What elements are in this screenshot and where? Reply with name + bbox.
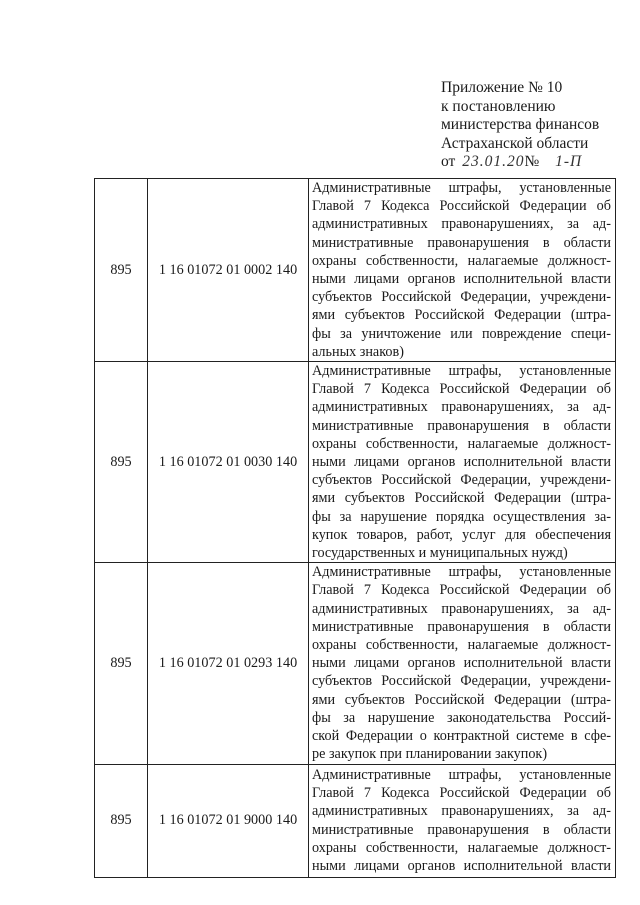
- appendix-date-line: [441, 153, 599, 172]
- kbk-code-cell: 1 16 01072 01 0002 140: [148, 179, 309, 362]
- table-row: [95, 362, 616, 563]
- description-line: министративные правонарушения в области: [312, 417, 611, 434]
- description-line: Административные штрафы, установленные: [312, 766, 611, 783]
- number-sign: №: [524, 153, 540, 170]
- kbk-code-cell: 1 16 01072 01 0293 140: [148, 563, 309, 764]
- description-cell: [309, 179, 616, 362]
- description-line: Административные штрафы, установленные: [312, 363, 611, 380]
- kbk-code-cell: 1 16 01072 01 9000 140: [148, 764, 309, 877]
- description-line: ями субъектов Российской Федерации (штра-: [312, 691, 611, 708]
- date-prefix: от: [441, 153, 456, 170]
- description-line: Главой 7 Кодекса Российской Федерации об: [312, 785, 611, 802]
- admin-code-cell: 895: [95, 179, 148, 362]
- description-line: министративные правонарушения в области: [312, 821, 611, 838]
- admin-code-cell: 895: [95, 362, 148, 563]
- description-line: ями субъектов Российской Федерации (штра-: [312, 490, 611, 507]
- description-line: охраны собственности, налагаемые должност-: [312, 839, 611, 856]
- description-line: административных правонарушениях, за ад-: [312, 600, 611, 617]
- description-line: альных знаков): [312, 343, 404, 360]
- description-line: фы за нарушение порядка осуществления за-: [312, 508, 611, 525]
- table-row: [95, 179, 616, 362]
- admin-code-cell: 895: [95, 563, 148, 764]
- description-line: ными лицами органов исполнительной власти: [312, 857, 611, 874]
- handwritten-number: 1-П: [555, 153, 583, 170]
- description-line: ными лицами органов исполнительной власти: [312, 454, 611, 471]
- description-line: ской Федерации о контрактной системе в сфе-: [312, 728, 611, 745]
- description-line: ями субъектов Российской Федерации (штра-: [312, 307, 611, 324]
- description-line: государственных и муниципальных нужд): [312, 545, 568, 562]
- description-cell: [309, 764, 616, 877]
- description-line: субъектов Российской Федерации, учреждени-: [312, 673, 611, 690]
- description-line: административных правонарушениях, за ад-: [312, 399, 611, 416]
- description-line: административных правонарушениях, за ад-: [312, 216, 611, 233]
- description-line: охраны собственности, налагаемые должност-: [312, 252, 611, 269]
- description-line: купок товаров, работ, услуг для обеспечения: [312, 526, 611, 543]
- description-line: ными лицами органов исполнительной власти: [312, 655, 611, 672]
- description-line: ре закупок при планировании закупок): [312, 746, 548, 763]
- table-body: [95, 179, 616, 878]
- description-line: Главой 7 Кодекса Российской Федерации об: [312, 582, 611, 599]
- appendix-title: Приложение № 10: [441, 79, 563, 96]
- description-line: Главой 7 Кодекса Российской Федерации об: [312, 198, 611, 215]
- description-line: Административные штрафы, установленные: [312, 180, 611, 196]
- appendix-subtitle-1: к постановлению: [441, 97, 556, 115]
- revenue-codes-table: [94, 178, 616, 878]
- description-cell: [309, 563, 616, 764]
- appendix-header: [441, 79, 599, 172]
- description-line: ными лицами органов исполнительной власти: [312, 271, 611, 288]
- kbk-code-cell: 1 16 01072 01 0030 140: [148, 362, 309, 563]
- description-line: охраны собственности, налагаемые должност-: [312, 637, 611, 654]
- description-cell: [309, 362, 616, 563]
- handwritten-date: 23.01.20: [462, 153, 525, 170]
- description-line: фы за нарушение законодательства Россий-: [312, 709, 611, 726]
- description-line: министративные правонарушения в области: [312, 618, 611, 635]
- description-line: субъектов Российской Федерации, учреждени-: [312, 289, 611, 306]
- description-line: субъектов Российской Федерации, учреждени-: [312, 472, 611, 489]
- admin-code-cell: 895: [95, 764, 148, 877]
- description-line: административных правонарушениях, за ад-: [312, 803, 611, 820]
- description-line: Административные штрафы, установленные: [312, 564, 611, 581]
- description-line: охраны собственности, налагаемые должност-: [312, 435, 611, 452]
- description-line: министративные правонарушения в области: [312, 234, 611, 251]
- table-row: [95, 764, 616, 877]
- table-row: [95, 563, 616, 764]
- appendix-subtitle-3: Астраханской области: [441, 134, 589, 152]
- description-line: фы за уничтожение или повреждение специ-: [312, 325, 611, 342]
- appendix-subtitle-2: министерства финансов: [441, 116, 600, 133]
- description-line: Главой 7 Кодекса Российской Федерации об: [312, 381, 611, 398]
